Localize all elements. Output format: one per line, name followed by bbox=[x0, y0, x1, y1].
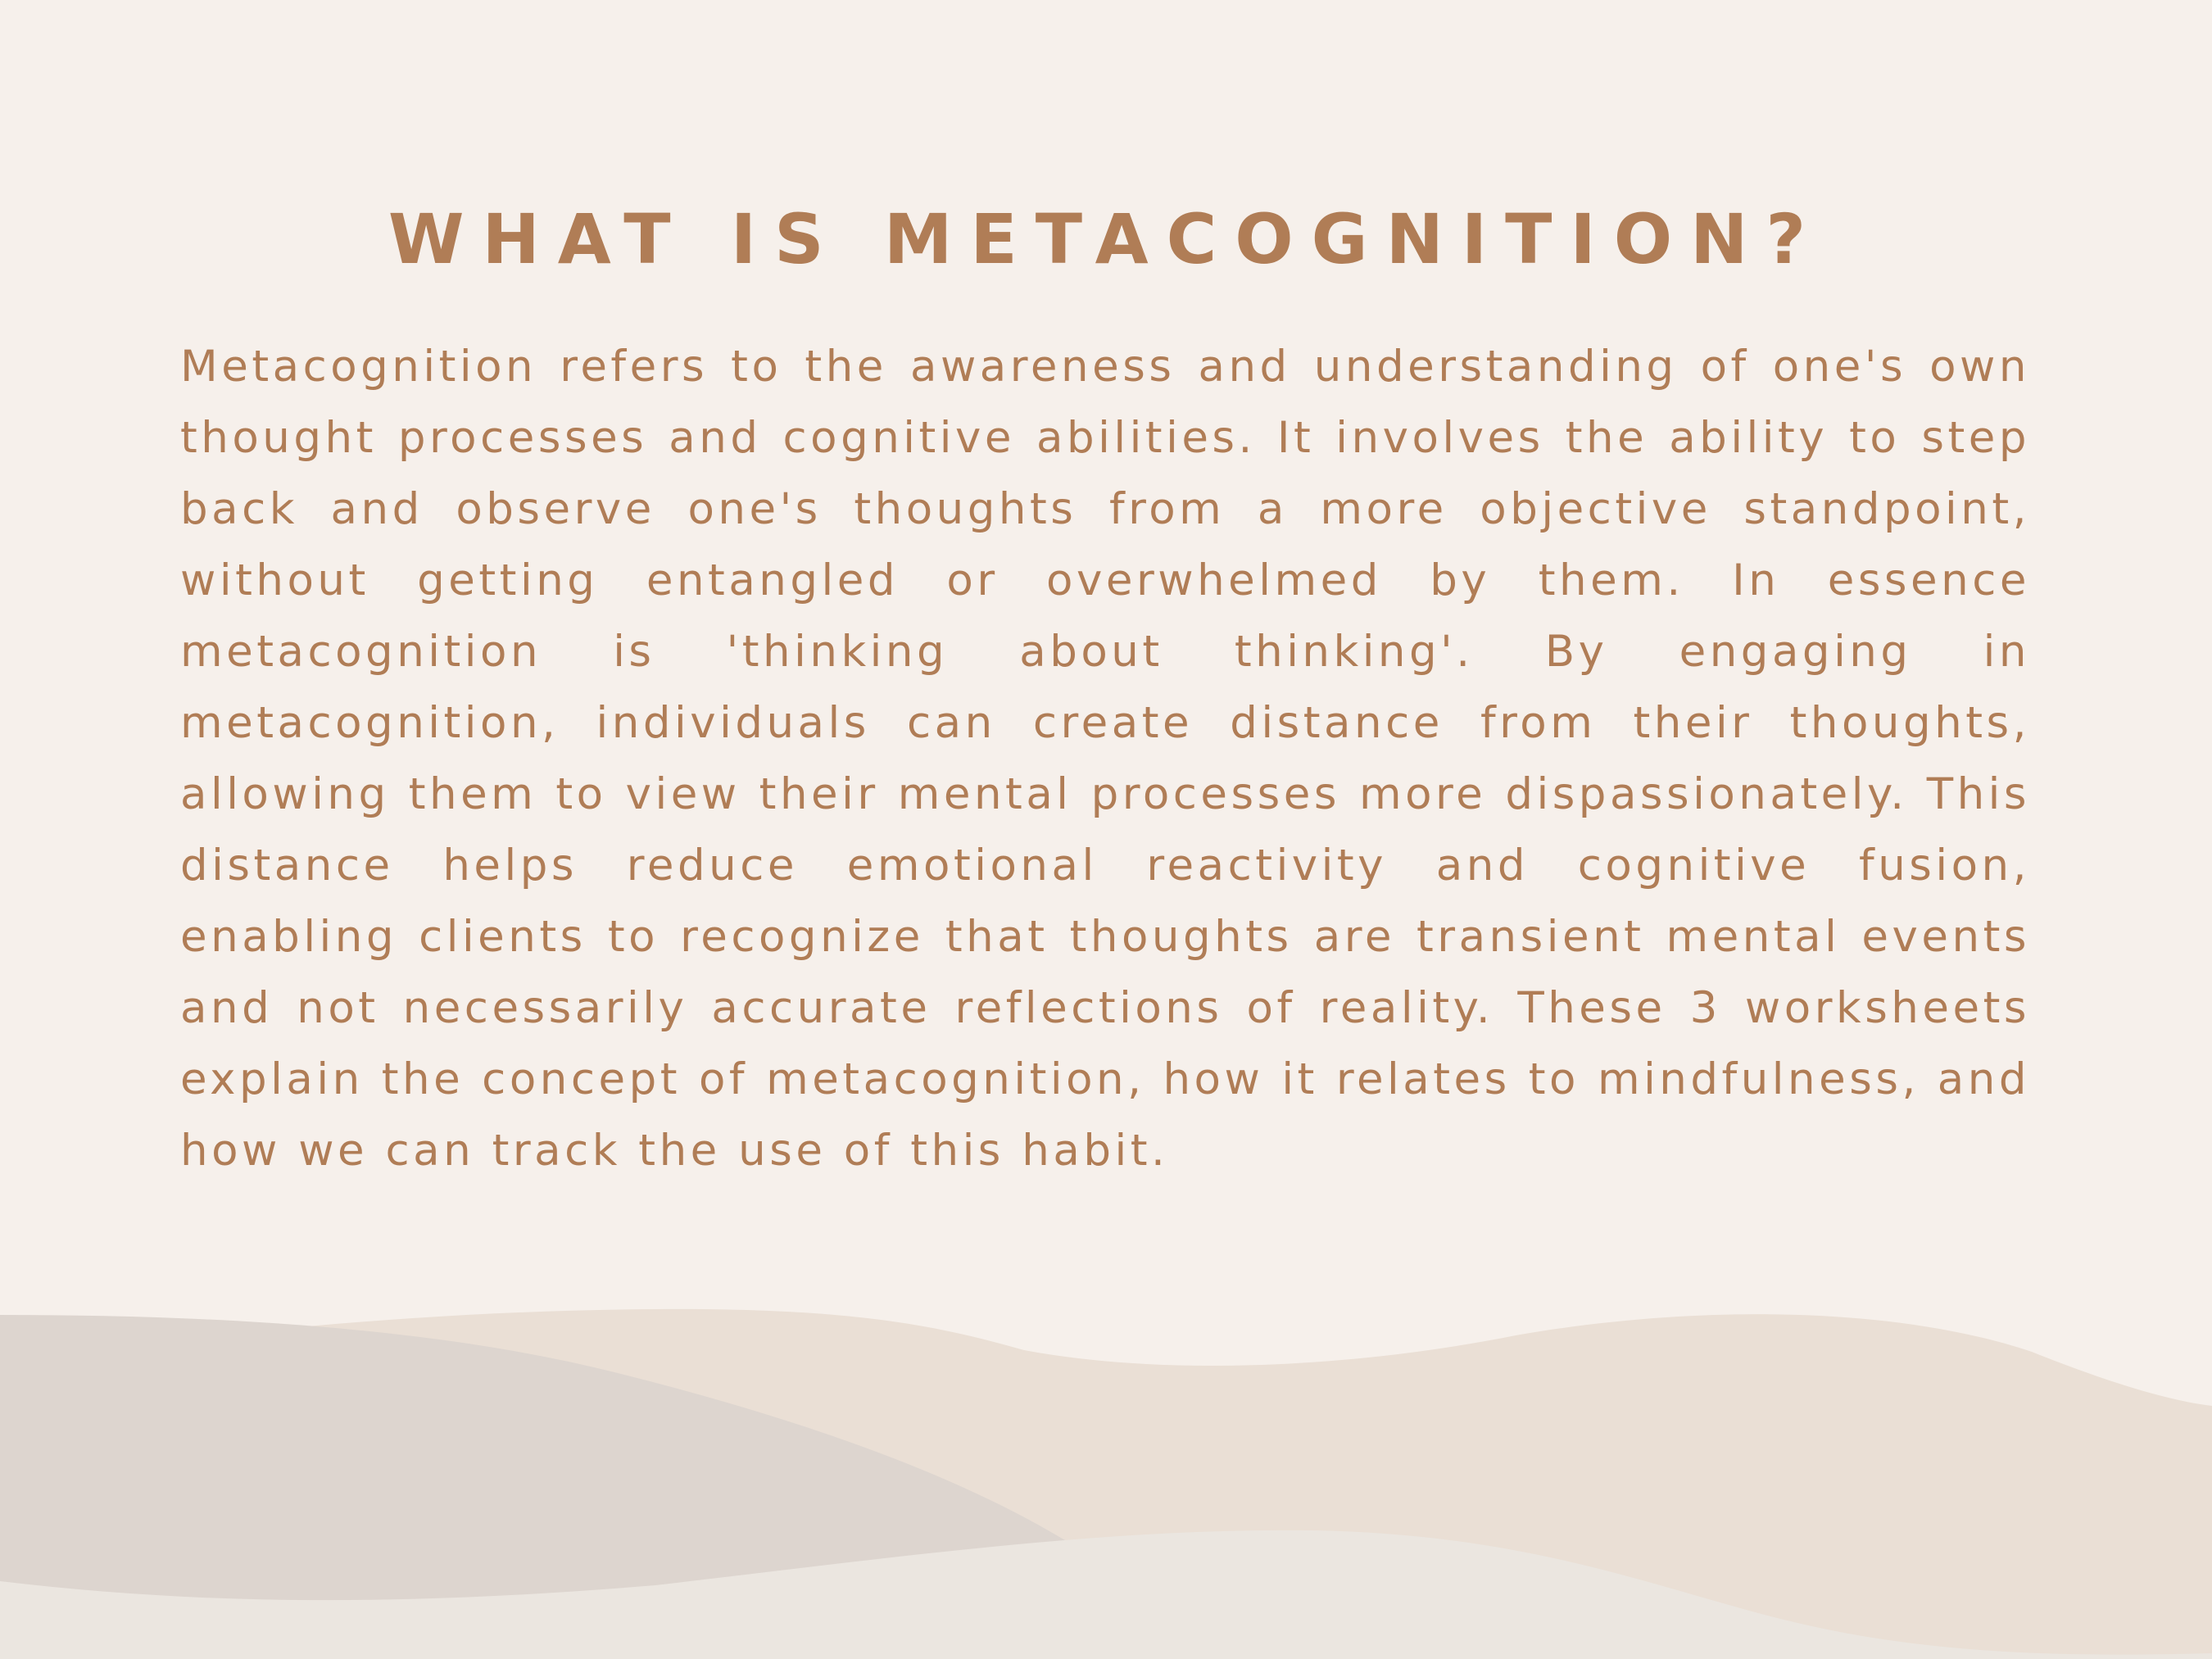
page-title: WHAT IS METACOGNITION? bbox=[388, 199, 1824, 279]
body-paragraph: Metacognition refers to the awareness and understanding of one's own thought processes and cognitive abilities. It involves the ability to step back and observe one's thoughts from a more objective standpoint, without getting entangled or overwhelmed by them. In essence metacognition is 'thinking about thinking'. By engaging in metacognition, individuals can create distance from their thoughts, allowing them to view their mental processes more dispassionately. This distance helps reduce emotional reactivity and cognitive fusion, enabling clients to recognize that thoughts are transient mental events and not necessarily accurate reflections of reality. These 3 worksheets explain the concept of metacognition, how it relates to mindfulness, and how we can track the use of this habit. bbox=[180, 342, 2030, 1176]
